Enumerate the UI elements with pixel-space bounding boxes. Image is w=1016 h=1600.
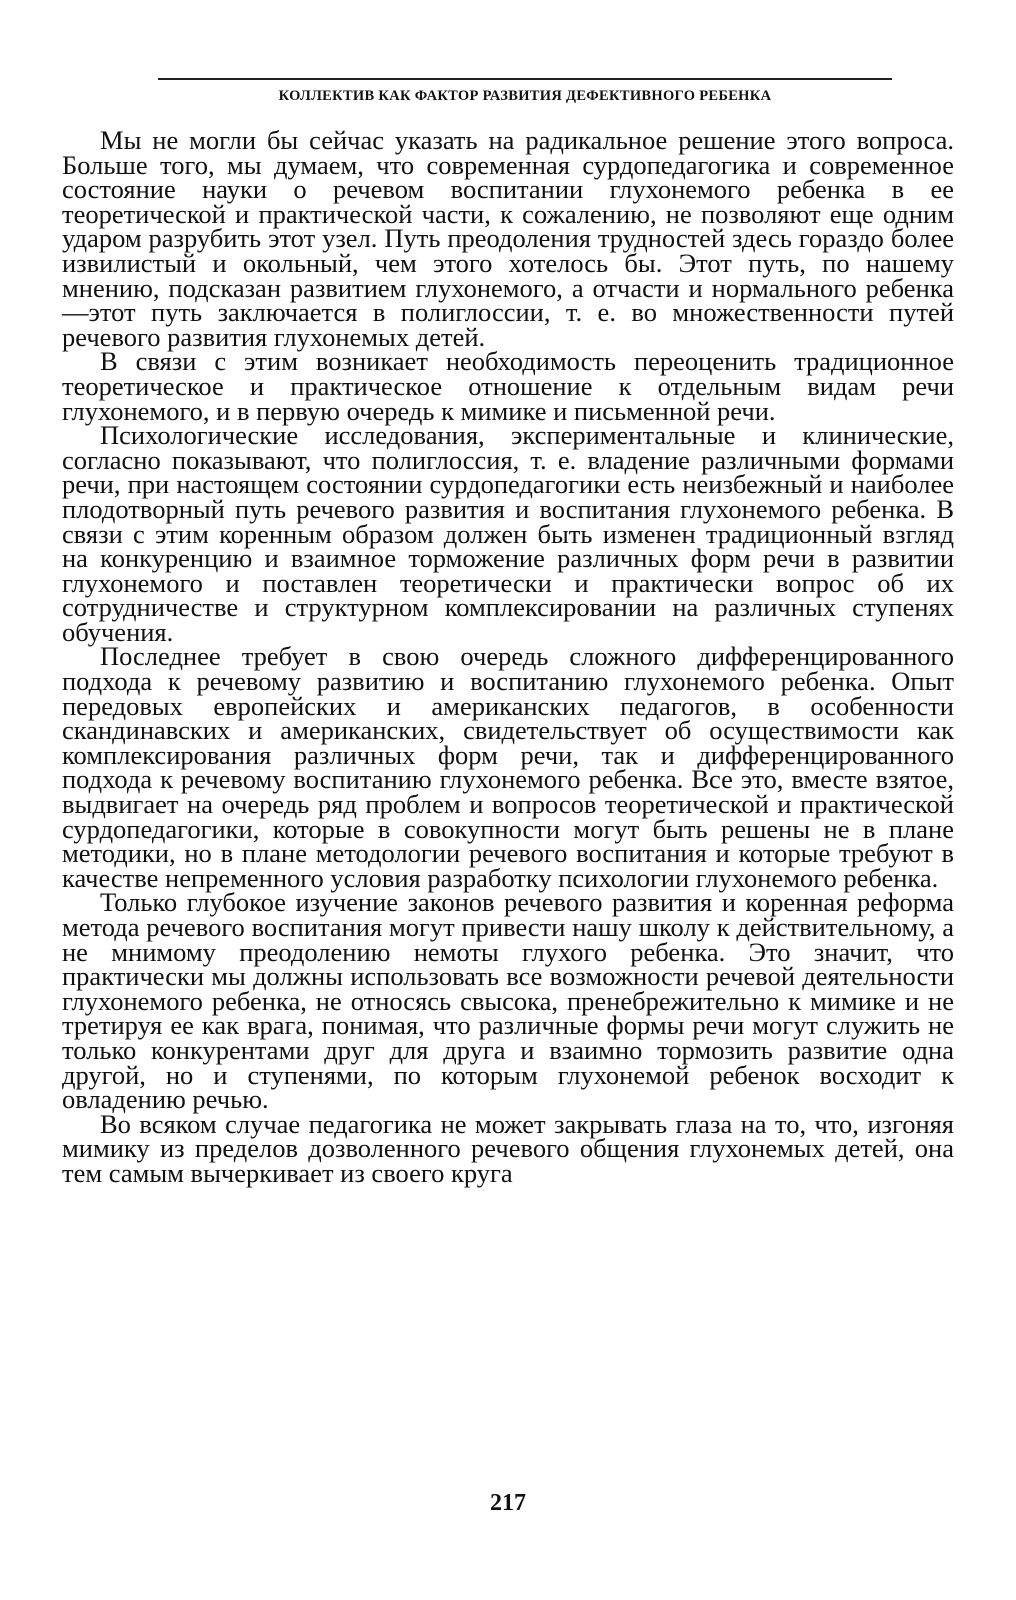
page-number: 217 — [490, 1490, 526, 1516]
book-page — [62, 0, 954, 1600]
paragraph: В связи с этим возникает необходимость переоценить традиционное теоретическое и практическое отношение к отдельным видам речи глухонемого, и в первую очередь к мимике и письменной речи. — [62, 346, 954, 426]
paragraph: Только глубокое изучение законов речевого развития и коренная реформа метода речевого воспитания могут привести нашу школу к действительному, а не мнимому преодолению немоты глухого ребенка. Это значит, что практически мы должны использовать все возможности речевой деятельности глухонемого ребенка, не относясь свысока, пренебрежительно к мимике и не третируя ее как врага, понимая, что различные формы речи могут служить не только конкурентами друг для друга и взаимно тормозить развитие одна другой, но и ступенями, по которым глухонемой ребенок восходит к овладению речью. — [62, 887, 954, 1115]
paragraph: Мы не могли бы сейчас указать на радикальное решение этого вопроса. Больше того, мы думаем, что современная сурдопедагогика и современное состояние науки о речевом воспитании глухонемого ребенка в ее теоретической и практической части, к сожалению, не позволяют еще одним ударом разрубить этот узел. Путь преодоления трудностей здесь гораздо более извилистый и окольный, чем этого хотелось бы. Этот путь, по нашему мнению, подсказан развитием глухонемого, а отчасти и нормального ребенка—этот путь заключается в полиглоссии, т. е. во множественности путей речевого развития глухонемых детей. — [62, 125, 954, 352]
paragraph: Последнее требует в свою очередь сложного дифференцированного подхода к речевому развитию и воспитанию глухонемого ребенка. Опыт передовых европейских и американских педагогов, в особенности скандинавских и американских, свидетельствует об осуществимости как комплексирования различных форм речи, так и дифференцированного подхода к речевому воспитанию глухонемого ребенка. Все это, вместе взятое, выдвигает на очередь ряд проблем и вопросов теоретической и практической сурдопедагогики, которые в совокупности могут быть решены не в плане методики, но в плане методологии речевого воспитания и которые требуют в качестве непременного условия разработку психологии глухонемого ребенка. — [62, 641, 954, 893]
paragraph: Во всяком случае педагогика не может закрывать глаза на то, что, изгоняя мимику из пределов дозволенного речевого общения глухонемых детей, она тем самым вычеркивает из своего круга — [62, 1108, 954, 1188]
body-text — [62, 125, 954, 1188]
paragraph: Психологические исследования, экспериментальные и клинические, согласно показывают, что полиглоссия, т. е. владение различными формами речи, при настоящем состоянии сурдопедагогики есть неизбежный и наиболее плодотворный путь речевого развития и воспитания глухонемого ребенка. В связи с этим коренным образом должен быть изменен традиционный взгляд на конкуренцию и взаимное торможение различных форм речи в развитии глухонемого и поставлен теоретически и практически вопрос об их сотрудничестве и структурном комплексировании на различных ступенях обучения. — [62, 420, 954, 647]
running-head: КОЛЛЕКТИВ КАК ФАКТОР РАЗВИТИЯ ДЕФЕКТИВНОГО РЕБЕНКА — [278, 88, 772, 104]
header-rule — [158, 78, 892, 80]
